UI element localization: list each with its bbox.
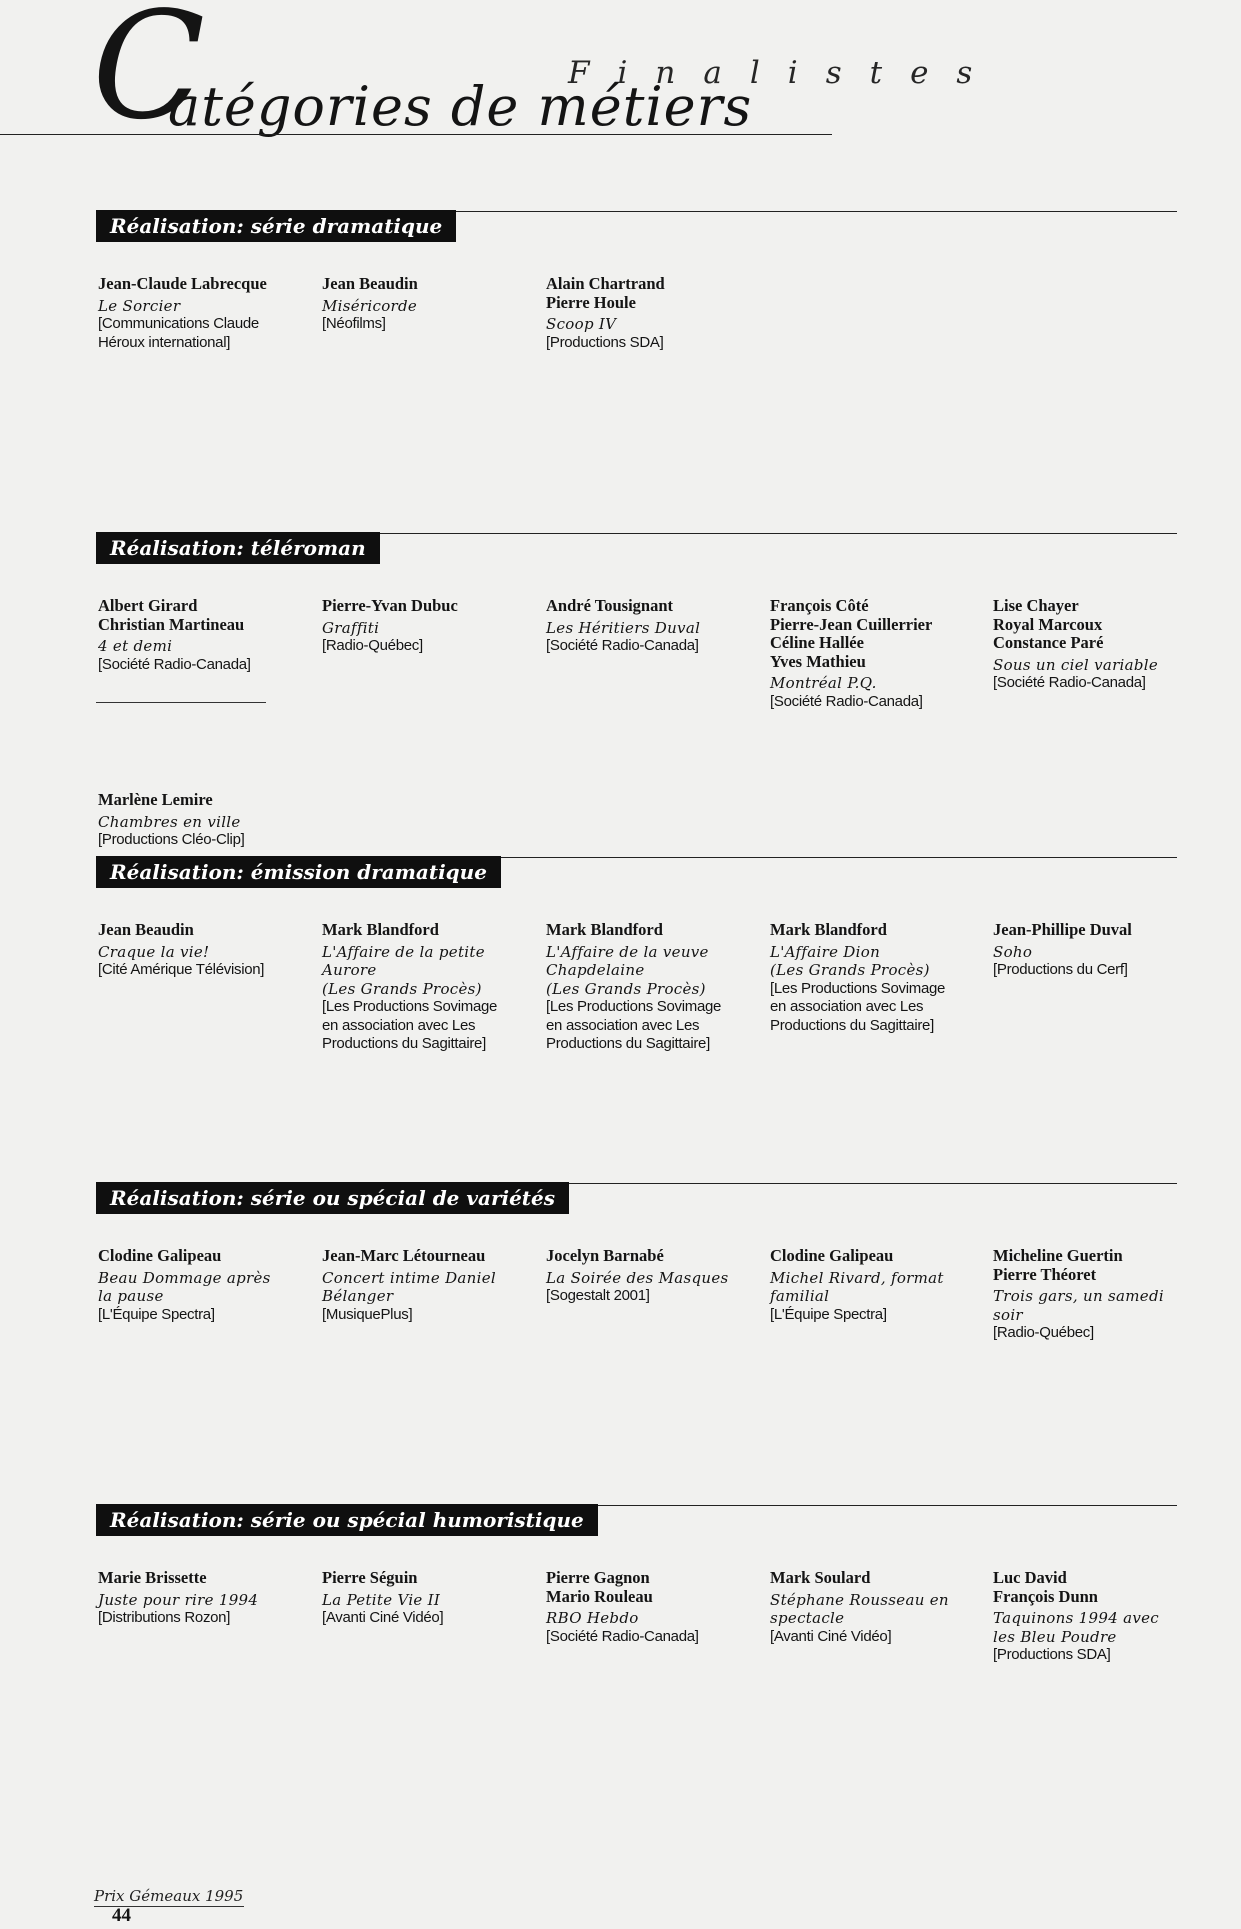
production-line: [Radio-Québec] xyxy=(322,637,423,654)
production-line: [Cité Amérique Télévision] xyxy=(98,961,265,978)
production-company xyxy=(993,1646,1207,1665)
finalist-entry xyxy=(322,1247,536,1324)
program-title-line: Stéphane Rousseau en xyxy=(770,1590,949,1609)
production-line: [Productions Cléo-Clip] xyxy=(98,831,245,848)
production-line: [Productions SDA] xyxy=(993,1646,1111,1663)
finalist-name: Luc David xyxy=(993,1568,1067,1587)
program-title xyxy=(546,619,760,638)
finalist-name: Jean-Claude Labrecque xyxy=(98,274,267,293)
finalist-entry xyxy=(98,275,312,352)
production-company xyxy=(98,1609,312,1628)
production-company xyxy=(98,1306,312,1325)
entry-divider xyxy=(96,702,266,703)
program-title xyxy=(993,943,1207,962)
program-title xyxy=(546,943,760,999)
section-title: Réalisation: série ou spécial de variétés xyxy=(96,1182,569,1214)
production-company xyxy=(98,831,312,850)
program-title-line: Scoop IV xyxy=(546,315,617,333)
finalist-name: Marlène Lemire xyxy=(98,790,213,809)
finalist-name: Jocelyn Barnabé xyxy=(546,1246,664,1265)
production-line: [Société Radio-Canada] xyxy=(993,674,1146,691)
production-company xyxy=(770,1628,984,1647)
section-title: Réalisation: téléroman xyxy=(96,532,380,564)
finalist-entry xyxy=(322,921,536,1054)
footer-brand: Prix Gémeaux 1995 xyxy=(94,1887,244,1905)
production-company xyxy=(546,637,760,656)
production-line: [Sogestalt 2001] xyxy=(546,1287,650,1304)
finalist-entry xyxy=(993,1247,1207,1343)
finalist-names xyxy=(993,921,1207,940)
finalist-name: Pierre Théoret xyxy=(993,1264,1097,1284)
program-title-line: 4 et demi xyxy=(98,637,173,655)
production-company xyxy=(322,315,536,334)
finalist-names xyxy=(546,921,760,940)
program-title-line: Aurore xyxy=(322,961,377,979)
program-title-line: familial xyxy=(770,1287,830,1305)
finalist-entry xyxy=(98,1247,312,1324)
finalist-names xyxy=(770,1569,984,1588)
production-company xyxy=(993,961,1207,980)
finalist-entry xyxy=(322,597,536,656)
finalist-names xyxy=(546,597,760,616)
program-title-line: Bélanger xyxy=(322,1287,394,1305)
program-title-line: Beau Dommage après xyxy=(98,1268,271,1287)
finalist-entry xyxy=(993,597,1207,693)
title-initial: C xyxy=(92,0,206,152)
program-title-line: la pause xyxy=(98,1287,164,1305)
production-company xyxy=(98,961,312,980)
finalist-name: Pierre Houle xyxy=(546,292,636,312)
production-line: en association avec Les xyxy=(322,1016,476,1034)
production-company xyxy=(98,315,312,352)
finalist-name: Alain Chartrand xyxy=(546,274,665,293)
finalist-name: Mark Blandford xyxy=(322,920,439,939)
program-title-line: L'Affaire Dion xyxy=(770,942,881,961)
program-title-line: Les Héritiers Duval xyxy=(546,618,701,637)
finalist-name: Clodine Galipeau xyxy=(98,1246,222,1265)
finalist-name: Christian Martineau xyxy=(98,614,245,634)
production-company xyxy=(770,980,984,1036)
production-company xyxy=(322,998,536,1054)
production-line: Héroux international] xyxy=(98,333,231,351)
production-line: [L'Équipe Spectra] xyxy=(770,1305,887,1323)
program-title xyxy=(98,943,312,962)
production-company xyxy=(770,693,984,712)
section-title: Réalisation: série dramatique xyxy=(96,210,456,242)
production-line: [Société Radio-Canada] xyxy=(546,1627,699,1645)
finalist-name: Pierre Séguin xyxy=(322,1568,418,1587)
finalist-name: Jean-Marc Létourneau xyxy=(322,1246,486,1265)
production-company xyxy=(322,1306,536,1325)
finalist-names xyxy=(98,275,312,294)
finalist-entry xyxy=(770,1569,984,1646)
production-line: [Distributions Rozon] xyxy=(98,1609,231,1626)
production-line: [Société Radio-Canada] xyxy=(98,655,251,673)
program-title-line: Chapdelaine xyxy=(546,961,645,979)
program-title xyxy=(98,1269,312,1306)
program-title-line: Soho xyxy=(993,942,1033,961)
program-title-line: soir xyxy=(993,1305,1023,1324)
finalist-entry xyxy=(546,921,760,1054)
finalist-name: Jean Beaudin xyxy=(98,920,194,939)
finalist-names xyxy=(98,597,312,634)
production-company xyxy=(322,637,536,656)
program-title-line: L'Affaire de la veuve xyxy=(546,942,709,961)
finalist-name: Yves Mathieu xyxy=(770,651,866,671)
finalist-names xyxy=(98,921,312,940)
page-header xyxy=(0,0,1241,150)
finalist-name: Jean-Phillipe Duval xyxy=(993,920,1132,939)
finalist-entry xyxy=(98,597,312,674)
program-title-line: Taquinons 1994 avec xyxy=(993,1609,1159,1627)
program-title-line: Montréal P.Q. xyxy=(770,674,877,692)
production-line: [Communications Claude xyxy=(98,315,259,332)
program-title xyxy=(770,943,984,980)
finalist-entry xyxy=(770,597,984,711)
finalist-names xyxy=(770,597,984,671)
production-company xyxy=(993,674,1207,693)
program-title xyxy=(993,656,1207,675)
production-company xyxy=(546,1628,760,1647)
section-title: Réalisation: émission dramatique xyxy=(96,856,501,888)
production-line: [Néofilms] xyxy=(322,315,386,332)
program-title-line: La Soirée des Masques xyxy=(546,1268,729,1287)
program-title xyxy=(322,1269,536,1306)
program-title xyxy=(993,1287,1207,1324)
program-title-line: Juste pour rire 1994 xyxy=(98,1590,259,1609)
production-line: Productions du Sagittaire] xyxy=(770,1016,934,1034)
production-company xyxy=(546,1287,760,1306)
finalist-name: Clodine Galipeau xyxy=(770,1246,894,1265)
finalist-names xyxy=(546,1247,760,1266)
production-line: [Avanti Ciné Vidéo] xyxy=(770,1627,892,1645)
program-title-line: Chambres en ville xyxy=(98,812,241,831)
finalist-name: Jean Beaudin xyxy=(322,274,418,293)
program-title xyxy=(770,1591,984,1628)
program-title xyxy=(322,619,536,638)
finalist-entry xyxy=(322,275,536,334)
finalist-name: Céline Hallée xyxy=(770,633,864,652)
finalist-name: Micheline Guertin xyxy=(993,1246,1123,1265)
production-line: [Productions SDA] xyxy=(546,333,664,351)
program-title-line: Concert intime Daniel xyxy=(322,1268,496,1287)
finalist-names xyxy=(546,1569,760,1606)
production-line: [Société Radio-Canada] xyxy=(770,692,923,710)
program-title-line: (Les Grands Procès) xyxy=(770,961,930,979)
program-title-line: Miséricorde xyxy=(322,296,418,315)
production-line: [Avanti Ciné Vidéo] xyxy=(322,1609,444,1626)
finalist-entry xyxy=(98,791,312,850)
finalist-name: Marie Brissette xyxy=(98,1568,207,1587)
production-line: [Productions du Cerf] xyxy=(993,961,1128,978)
finalist-entry xyxy=(993,921,1207,980)
finalist-names xyxy=(98,791,312,810)
finalist-entry xyxy=(98,1569,312,1628)
finalist-names xyxy=(322,275,536,294)
finalist-entry xyxy=(770,1247,984,1324)
finalist-names xyxy=(98,1569,312,1588)
production-line: [L'Équipe Spectra] xyxy=(98,1305,215,1323)
program-title xyxy=(98,637,312,656)
finalist-name: Mark Soulard xyxy=(770,1568,871,1587)
program-title-line: Sous un ciel variable xyxy=(993,655,1159,674)
program-title xyxy=(546,315,760,334)
page-title: atégories de métiers xyxy=(168,75,753,138)
finalist-names xyxy=(98,1247,312,1266)
finalist-names xyxy=(770,921,984,940)
finalist-entry xyxy=(98,921,312,980)
finalist-name: Mark Blandford xyxy=(770,920,887,939)
finalist-names xyxy=(322,1569,536,1588)
production-line: [Les Productions Sovimage xyxy=(546,998,722,1015)
program-title-line: RBO Hebdo xyxy=(546,1609,639,1627)
production-line: Productions du Sagittaire] xyxy=(322,1035,486,1052)
production-company xyxy=(993,1324,1207,1343)
production-line: en association avec Les xyxy=(546,1016,700,1034)
production-line: [Les Productions Sovimage xyxy=(322,998,498,1015)
program-title-line: spectacle xyxy=(770,1609,845,1627)
finalist-names xyxy=(322,597,536,616)
finalist-name: Constance Paré xyxy=(993,633,1104,652)
section-title: Réalisation: série ou spécial humoristique xyxy=(96,1504,598,1536)
program-title-line: Trois gars, un samedi xyxy=(993,1287,1164,1305)
finalist-entry xyxy=(770,921,984,1035)
program-title xyxy=(98,1591,312,1610)
finalist-names xyxy=(993,1247,1207,1284)
production-line: [Radio-Québec] xyxy=(993,1324,1094,1341)
production-line: [Société Radio-Canada] xyxy=(546,637,699,654)
production-line: [MusiquePlus] xyxy=(322,1305,413,1323)
finalist-names xyxy=(993,597,1207,653)
production-line: [Les Productions Sovimage xyxy=(770,979,946,997)
program-title xyxy=(993,1609,1207,1646)
program-title xyxy=(546,1269,760,1288)
finalist-entry xyxy=(993,1569,1207,1665)
finalist-name: Albert Girard xyxy=(98,596,198,615)
finalist-entry xyxy=(546,1247,760,1306)
program-title-line: Le Sorcier xyxy=(98,296,181,315)
finalist-name: Pierre-Yvan Dubuc xyxy=(322,596,458,615)
production-line: en association avec Les xyxy=(770,998,924,1015)
finalist-names xyxy=(546,275,760,312)
program-title xyxy=(98,297,312,316)
finalist-entry xyxy=(546,275,760,352)
program-title xyxy=(770,674,984,693)
finalist-entry xyxy=(546,1569,760,1646)
program-title xyxy=(322,297,536,316)
program-title-line: Craque la vie! xyxy=(98,942,210,961)
finalist-name: Pierre Gagnon xyxy=(546,1568,650,1587)
finalist-name: André Tousignant xyxy=(546,596,674,615)
production-company xyxy=(322,1609,536,1628)
program-title-line: La Petite Vie II xyxy=(322,1590,441,1609)
finalist-entry xyxy=(322,1569,536,1628)
finalist-names xyxy=(993,1569,1207,1606)
finalist-name: Lise Chayer xyxy=(993,596,1079,615)
finalist-name: François Côté xyxy=(770,596,869,615)
finalist-names xyxy=(322,1247,536,1266)
production-company xyxy=(98,656,312,675)
finalist-names xyxy=(322,921,536,940)
production-company xyxy=(546,334,760,353)
finalist-names xyxy=(770,1247,984,1266)
production-company xyxy=(770,1306,984,1325)
production-line: Productions du Sagittaire] xyxy=(546,1035,710,1052)
title-underline xyxy=(0,134,832,135)
finalist-entry xyxy=(546,597,760,656)
program-title-line: L'Affaire de la petite xyxy=(322,942,485,961)
page-number: 44 xyxy=(112,1905,131,1926)
finalist-name: Mark Blandford xyxy=(546,920,663,939)
program-title-line: (Les Grands Procès) xyxy=(546,979,706,998)
program-title xyxy=(770,1269,984,1306)
finalist-name: Pierre-Jean Cuillerrier xyxy=(770,614,933,634)
program-title xyxy=(546,1609,760,1628)
finalist-name: François Dunn xyxy=(993,1586,1098,1606)
program-title-line: Graffiti xyxy=(322,618,380,637)
production-company xyxy=(546,998,760,1054)
program-title xyxy=(322,1591,536,1610)
program-title-line: (Les Grands Procès) xyxy=(322,979,482,998)
page-subtitle: Finalistes xyxy=(568,55,1001,91)
program-title xyxy=(98,813,312,832)
program-title xyxy=(322,943,536,999)
finalist-name: Mario Rouleau xyxy=(546,1586,653,1606)
finalist-name: Royal Marcoux xyxy=(993,614,1103,634)
program-title-line: les Bleu Poudre xyxy=(993,1627,1117,1646)
program-title-line: Michel Rivard, format xyxy=(770,1268,944,1287)
